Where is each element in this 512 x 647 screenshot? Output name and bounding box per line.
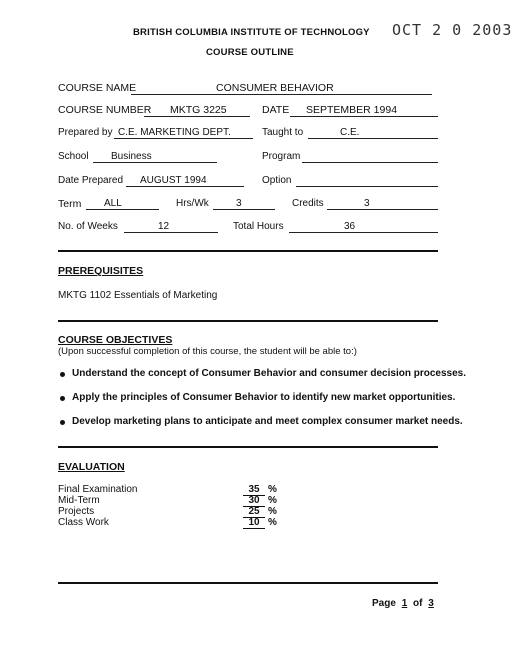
school-label: School <box>58 151 89 162</box>
evaluation-row-label: Final Examination <box>58 484 138 495</box>
prepared-by-value: C.E. MARKETING DEPT. <box>118 127 231 138</box>
credits-value: 3 <box>364 198 370 209</box>
term-value: ALL <box>104 198 122 209</box>
objectives-intro: (Upon successful completion of this course, the student will be able to:) <box>58 346 357 357</box>
total-hours-label: Total Hours <box>233 221 284 232</box>
document-title: COURSE OUTLINE <box>206 47 294 58</box>
evaluation-row-unit: % <box>268 517 277 528</box>
objectives-heading: COURSE OBJECTIVES <box>58 334 173 346</box>
bullet-icon <box>60 372 65 377</box>
course-number-underline <box>144 116 250 117</box>
page-label: Page <box>372 598 396 609</box>
evaluation-row-unit: % <box>268 506 277 517</box>
option-label: Option <box>262 175 292 186</box>
evaluation-row-label: Projects <box>58 506 95 517</box>
total-hours-value: 36 <box>344 221 356 232</box>
footer-divider <box>58 582 438 584</box>
evaluation-row-value: 25 <box>243 506 265 518</box>
option-underline <box>296 186 438 187</box>
prepared-by-underline <box>114 138 253 139</box>
total-hours-underline <box>289 232 438 233</box>
objective-item: Apply the principles of Consumer Behavior to identify new market opportunities. <box>72 392 456 403</box>
program-label: Program <box>262 151 301 162</box>
school-value: Business <box>111 151 152 162</box>
date-prepared-value: AUGUST 1994 <box>140 175 207 186</box>
course-name-underline <box>131 94 432 95</box>
evaluation-row-label: Class Work <box>58 517 109 528</box>
evaluation-row-value: 35 <box>243 484 265 496</box>
evaluation-row-unit: % <box>268 495 277 506</box>
date-label: DATE <box>262 104 290 116</box>
term-underline <box>86 209 159 210</box>
institution-name: BRITISH COLUMBIA INSTITUTE OF TECHNOLOGY <box>133 27 370 38</box>
program-underline <box>302 162 438 163</box>
evaluation-row-value: 10 <box>243 517 265 529</box>
weeks-underline <box>124 232 218 233</box>
credits-label: Credits <box>292 198 324 209</box>
of-label: of <box>413 598 423 609</box>
school-underline <box>93 162 217 163</box>
credits-underline <box>327 209 438 210</box>
page-indicator <box>372 598 437 609</box>
page-total: 3 <box>428 598 434 609</box>
section-divider <box>58 446 438 448</box>
date-received-stamp: OCT 2 0 2003 <box>392 21 512 39</box>
objective-item: Understand the concept of Consumer Behavior and consumer decision processes. <box>72 368 466 379</box>
hrs-wk-underline <box>213 209 275 210</box>
prerequisites-text: MKTG 1102 Essentials of Marketing <box>58 290 218 301</box>
taught-to-underline <box>308 138 438 139</box>
hrs-wk-value: 3 <box>236 198 242 209</box>
evaluation-row-value: 30 <box>243 495 265 507</box>
prepared-by-label: Prepared by <box>58 127 113 138</box>
evaluation-row-unit: % <box>268 484 277 495</box>
prerequisites-heading: PREREQUISITES <box>58 265 144 277</box>
term-label: Term <box>58 198 82 210</box>
bullet-icon <box>60 396 65 401</box>
bullet-icon <box>60 420 65 425</box>
weeks-value: 12 <box>158 221 170 232</box>
date-value: SEPTEMBER 1994 <box>306 104 398 116</box>
objective-item: Develop marketing plans to anticipate and meet complex consumer market needs. <box>72 416 463 427</box>
course-number-label: COURSE NUMBER <box>58 104 152 116</box>
date-prepared-underline <box>126 186 244 187</box>
page-number: 1 <box>401 598 408 609</box>
course-number-value: MKTG 3225 <box>170 104 227 116</box>
evaluation-row-label: Mid-Term <box>58 495 100 506</box>
evaluation-heading: EVALUATION <box>58 461 125 473</box>
taught-to-label: Taught to <box>262 127 304 138</box>
weeks-label: No. of Weeks <box>58 221 118 232</box>
course-name-value: CONSUMER BEHAVIOR <box>216 82 334 94</box>
section-divider <box>58 320 438 322</box>
date-underline <box>290 116 438 117</box>
section-divider <box>58 250 438 252</box>
course-name-label: COURSE NAME <box>58 82 137 94</box>
date-prepared-label: Date Prepared <box>58 175 124 186</box>
taught-to-value: C.E. <box>340 127 360 138</box>
hrs-wk-label: Hrs/Wk <box>176 198 209 209</box>
